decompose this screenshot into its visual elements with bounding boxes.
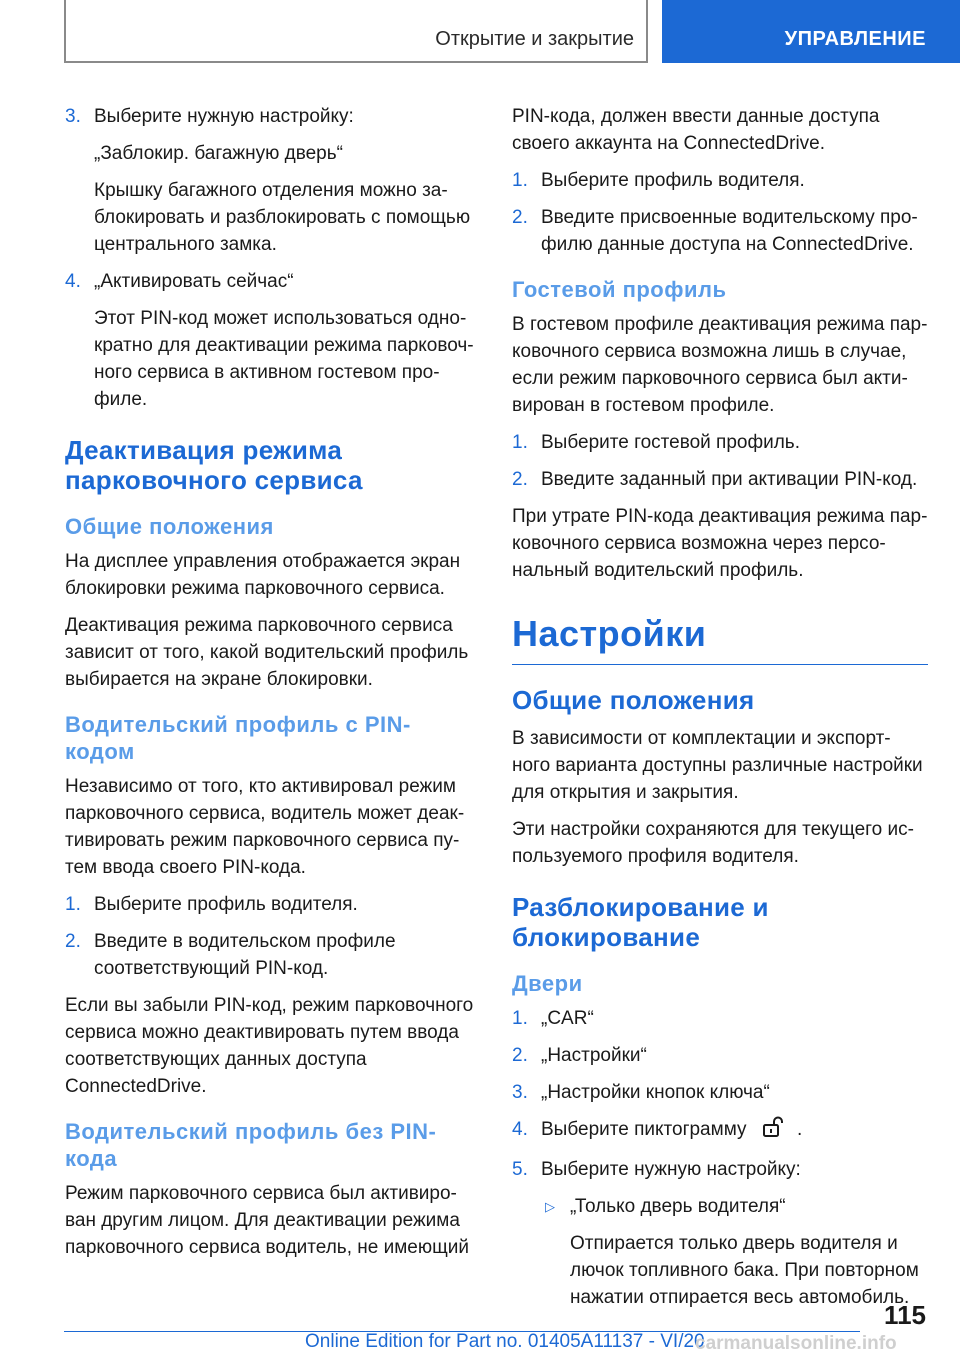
step-text: „Активировать сейчас“ [94, 271, 294, 292]
header-chapter-tab [662, 0, 960, 63]
step-number: 2. [512, 1045, 528, 1066]
step-number: 4. [65, 271, 81, 292]
step-option: „Заблокир. багажную дверь“ [94, 143, 343, 164]
step-text: Выберите нужную настройку: [94, 106, 354, 127]
list-item [512, 1005, 928, 1032]
step-number: 3. [512, 1082, 528, 1103]
footer-edition: Online Edition for Part no. 01405A11137 - VI/20 [305, 1331, 705, 1352]
list-item [512, 466, 928, 493]
step-description: Крышку багажного отделения можно за-блокировать и разблокировать с помощью центрального замка. [94, 180, 471, 255]
step-text: „CAR“ [541, 1008, 594, 1029]
list-item [512, 1042, 928, 1069]
paragraph: Если вы забыли PIN-код, режим парковочного сервиса можно деактивировать путем ввода соответствующих данных доступа ConnectedDrive. [65, 995, 474, 1097]
paragraph: Независимо от того, кто активировал режим парковочного сервиса, водитель может деак-тивировать режим парковочного сервиса пу-тем ввода своего PIN-кода. [65, 776, 465, 878]
option-description: Отпирается только дверь водителя и лючок топливного бака. При повторном нажатии отпирается весь автомобиль. [570, 1233, 919, 1308]
paragraph: Эти настройки сохраняются для текущего ис-пользуемого профиля водителя. [512, 819, 914, 867]
paragraph: В гостевом профиле деактивация режима пар-ковочного сервиса возможна лишь в случае, если режим парковочного сервиса был акти-вирован в гостевом профиле. [512, 314, 928, 416]
paragraph: На дисплее управления отображается экран блокировки режима парковочного сервиса. [65, 551, 461, 599]
step-number: 1. [512, 1008, 528, 1029]
list-item [512, 167, 928, 194]
subheading-guest-profile: Гостевой профиль [512, 277, 727, 302]
unlock-padlock-icon [760, 1116, 784, 1146]
step-text: Выберите нужную настройку: [541, 1159, 801, 1180]
punctuation: . [797, 1119, 803, 1140]
step-text: Выберите пиктограмму [541, 1119, 747, 1140]
step-text: Введите заданный при активации PIN-код. [541, 469, 918, 490]
step-text: Введите в водительском профиле соответствующий PIN-код. [94, 931, 396, 979]
paragraph: При утрате PIN-кода деактивация режима пар-ковочного сервиса возможна через персо-нальный водительский профиль. [512, 506, 928, 581]
subheading-pin-profile: Водительский профиль с PIN-кодом [65, 712, 411, 764]
page-number: 115 [884, 1300, 926, 1330]
subheading-general: Общие положения [65, 514, 274, 539]
paragraph: В зависимости от комплектации и экспорт-ного варианта доступны различные настройки для открытия и закрытия. [512, 728, 923, 803]
step-number: 1. [512, 432, 528, 453]
list-item [512, 429, 928, 456]
subheading-nopin-profile: Водительский профиль без PIN-кода [65, 1119, 437, 1171]
header-chapter-title: УПРАВЛЕНИЕ [784, 28, 926, 50]
heading-settings: Настройки [512, 613, 707, 654]
list-item [65, 103, 480, 258]
step-number: 2. [512, 207, 528, 228]
step-text: Выберите гостевой профиль. [541, 432, 800, 453]
step-number: 2. [65, 931, 81, 952]
list-item [65, 928, 480, 982]
paragraph: PIN-кода, должен ввести данные доступа своего аккаунта на ConnectedDrive. [512, 106, 880, 154]
step-text: Выберите профиль водителя. [541, 170, 805, 191]
triangle-bullet-icon: ▷ [545, 1199, 555, 1214]
header-section-title: Открытие и закрытие [435, 28, 634, 50]
section-heading-wrap [512, 614, 928, 665]
step-number: 2. [512, 469, 528, 490]
list-item [512, 1079, 928, 1106]
step-description: Этот PIN-код может использоваться одно-кратно для деактивации режима парковоч-ного сервиса в активном гостевом про-филе. [94, 308, 474, 410]
paragraph: Режим парковочного сервиса был активиро-ван другим лицом. Для деактивации режима парковочного сервиса водитель, не имеющий [65, 1183, 469, 1258]
list-item [512, 1156, 928, 1311]
step-text: „Настройки кнопок ключа“ [541, 1082, 770, 1103]
step-number: 1. [65, 894, 81, 915]
step-text: „Настройки“ [541, 1045, 647, 1066]
step-number: 4. [512, 1119, 528, 1140]
list-item [65, 891, 480, 918]
step-text: Введите присвоенные водительскому про-филю данные доступа на ConnectedDrive. [541, 207, 918, 255]
subheading-doors: Двери [512, 971, 583, 996]
watermark: carmanualsonline.info [695, 1333, 897, 1354]
heading-deactivation: Деактивация режима парковочного сервиса [65, 435, 363, 495]
header-section-box [64, 0, 648, 63]
list-item [65, 268, 480, 413]
list-item [512, 204, 928, 258]
heading-general: Общие положения [512, 685, 755, 715]
left-column [65, 103, 480, 1271]
list-item [512, 1116, 928, 1146]
option-title: „Только дверь водителя“ [570, 1196, 786, 1217]
step-number: 3. [65, 106, 81, 127]
right-column [512, 103, 928, 1321]
step-text: Выберите профиль водителя. [94, 894, 358, 915]
step-number: 5. [512, 1159, 528, 1180]
heading-lock-unlock: Разблокирование и блокирование [512, 892, 769, 952]
sub-list-item [541, 1193, 928, 1311]
step-number: 1. [512, 170, 528, 191]
paragraph: Деактивация режима парковочного сервиса зависит от того, какой водительский профиль выбирается на экране блокировки. [65, 615, 469, 690]
